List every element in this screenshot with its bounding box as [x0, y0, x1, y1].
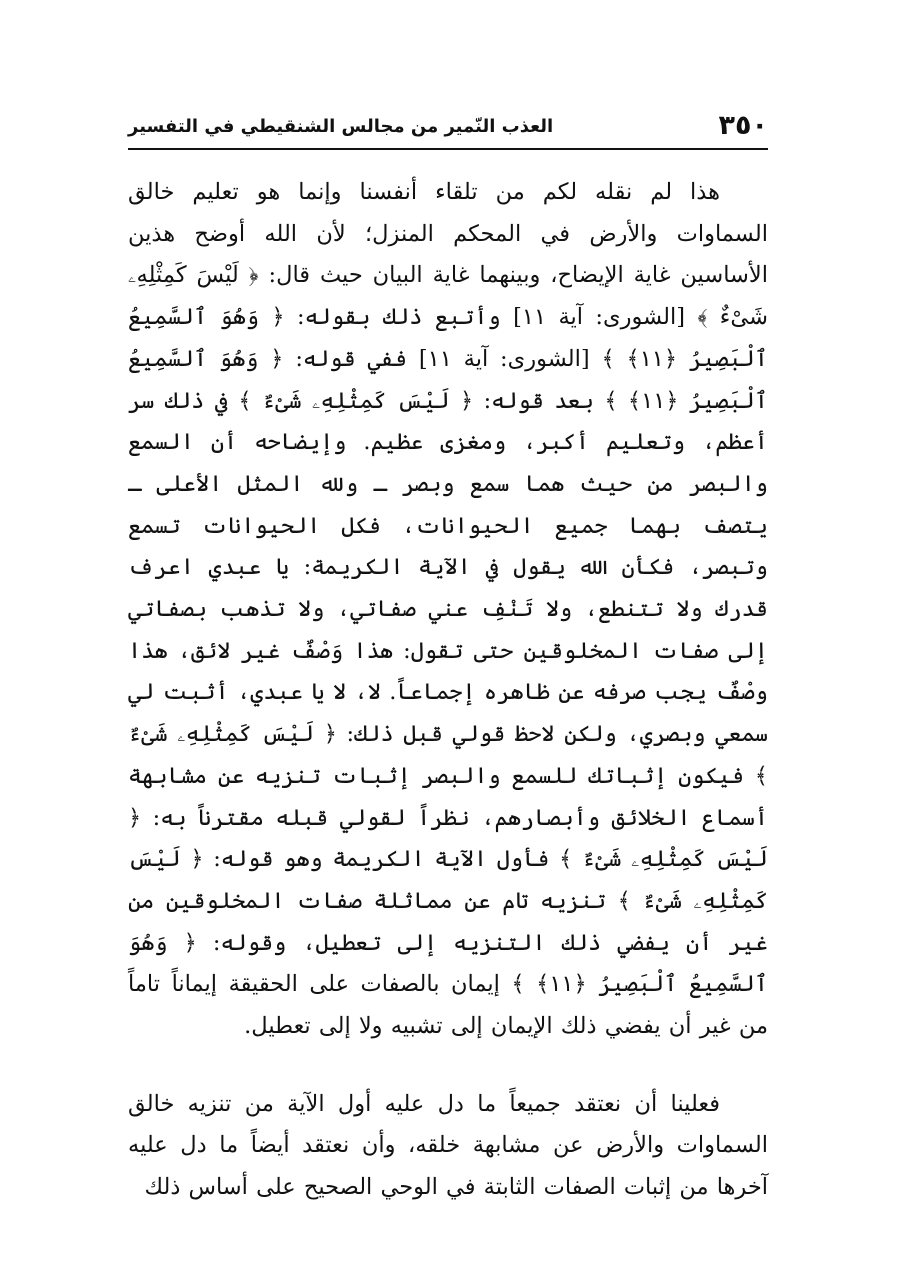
page-header	[128, 108, 768, 150]
page-number: ٣٥٠	[718, 110, 768, 141]
body-text	[128, 172, 768, 1209]
paragraph-1: هذا لم نقله لكم من تلقاء أنفسنا وإنما هو تعليم خالق السماوات والأرض في المحكم المنزل؛ لأن الله أوضح هذين الأساسين غاية الإيضاح، وبينهما غاية البيان حيث قال: ﴿ لَيْسَ كَمِثْلِهِۦ شَىْءٌ ﴾ [الشورى: آية ١١] وأتبع ذلك بقوله: ﴿ وَهُوَ ٱلسَّمِيعُ ٱلْبَصِيرُ ﴿١١﴾ ﴾ [الشورى: آية ١١] ففي قوله: ﴿ وَهُوَ ٱلسَّمِيعُ ٱلْبَصِيرُ ﴿١١﴾ ﴾ بعد قوله: ﴿ لَيْسَ كَمِثْلِهِۦ شَىْءٌ ﴾ في ذلك سر أعظم، وتعليم أكبر، ومغزى عظيم. وإيضاحه أن السمع والبصر من حيث هما سمع وبصر ـ ولله المثل الأعلى ـ يتصف بهما جميع الحيوانات، فكل الحيوانات تسمع وتبصر، فكأن الله يقول في الآية الكريمة: يا عبدي اعرف قدرك ولا تتنطع، ولا تَنْفِ عني صفاتي، ولا تذهب بصفاتي إلى صفات المخلوقين حتى تقول: هذا وَصْفٌ غير لائق، هذا وصْفٌ يجب صرفه عن ظاهره إجماعاً. لا، لا يا عبدي، أثبت لي سمعي وبصري، ولكن لاحظ قولي قبل ذلك: ﴿ لَيْسَ كَمِثْلِهِۦ شَىْءٌ ﴾ فيكون إثباتك للسمع والبصر إثبات تنزيه عن مشابهة أسماع الخلائق وأبصارهم، نظراً لقولي قبله مقترناً به: ﴿ لَيْسَ كَمِثْلِهِۦ شَىْءٌ ﴾ فأول الآية الكريمة وهو قوله: ﴿ لَيْسَ كَمِثْلِهِۦ شَىْءٌ ﴾ تنزيه تام عن مماثلة صفات المخلوقين من غير أن يفضي ذلك التنزيه إلى تعطيل، وقوله: ﴿ وَهُوَ ٱلسَّمِيعُ ٱلْبَصِيرُ ﴿١١﴾ ﴾ إيمان بالصفات على الحقيقة إيماناً تاماً من غير أن يفضي ذلك الإيمان إلى تشبيه ولا إلى تعطيل.	[128, 179, 768, 1040]
running-title: العذب النّمير من مجالس الشنقيطي في التفسير	[128, 116, 554, 137]
paragraph-2: فعلينا أن نعتقد جميعاً ما دل عليه أول الآية من تنزيه خالق السماوات والأرض عن مشابهة خلقه، وأن نعتقد أيضاً ما دل عليه آخرها من إثبات الصفات الثابتة في الوحي الصحيح على أساس ذلك	[128, 1090, 768, 1201]
